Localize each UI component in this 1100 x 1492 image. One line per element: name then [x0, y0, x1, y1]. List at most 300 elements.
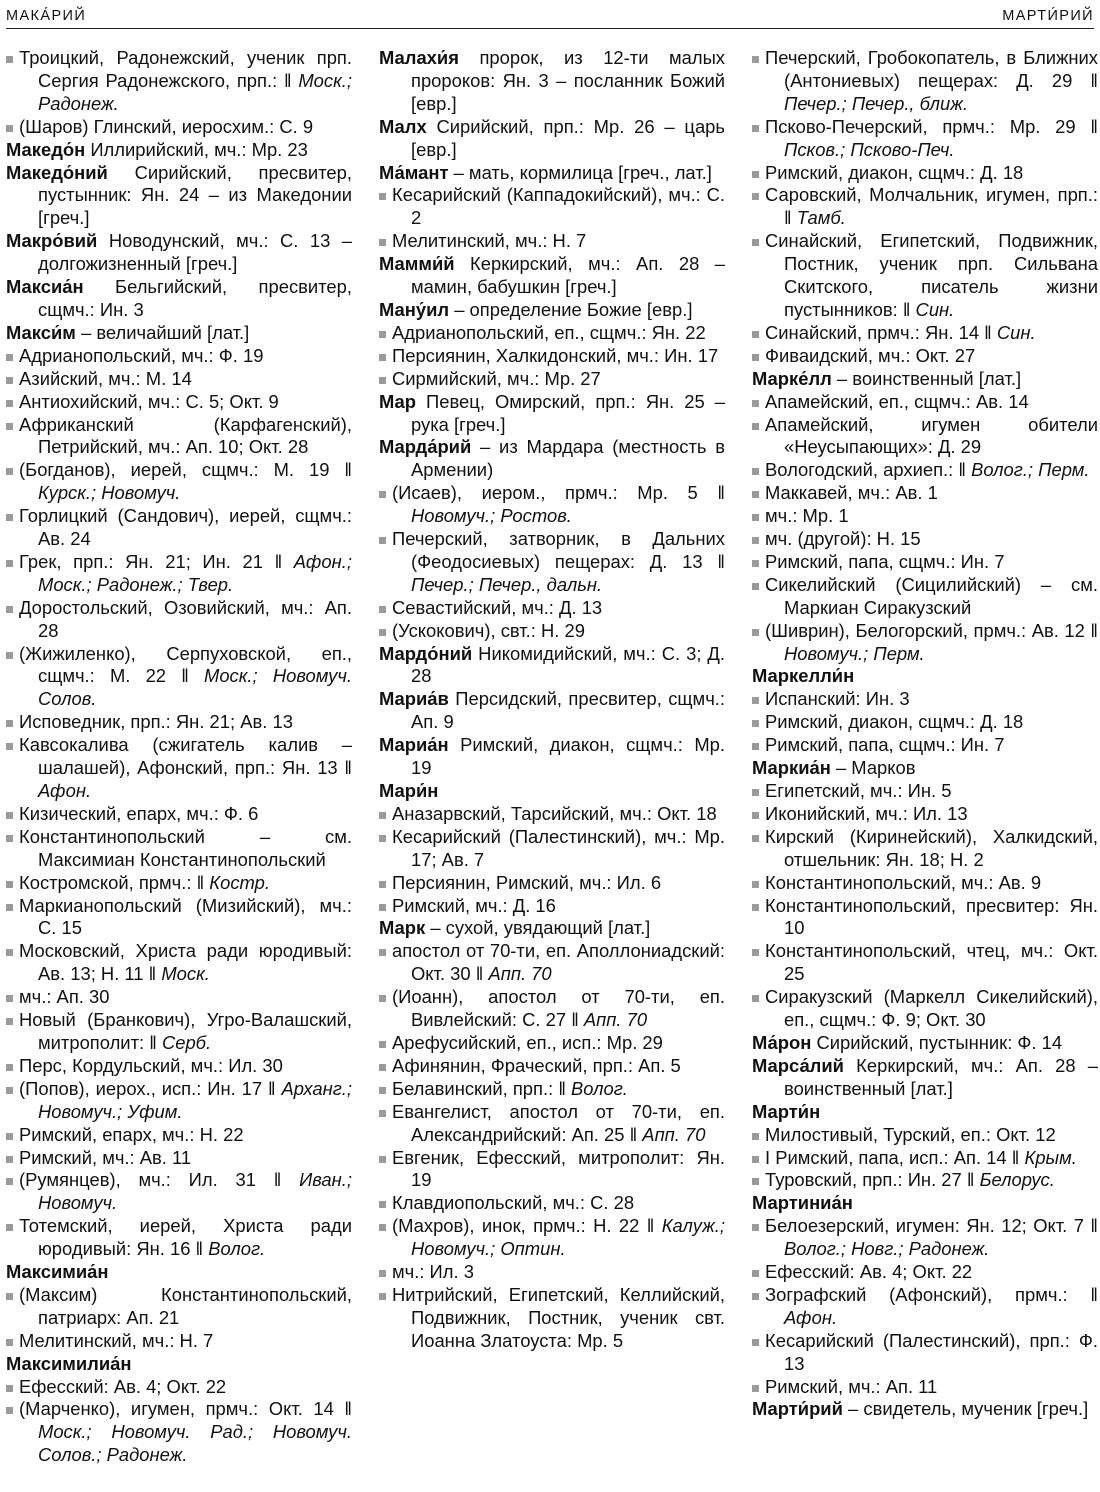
entry-text: Константинопольский, чтец, мч.: Окт. 25 — [765, 940, 1098, 985]
entry-text: – свидетель, мученик [греч.] — [842, 1398, 1089, 1420]
sub-entry — [752, 184, 1098, 230]
entry-text: Римский, мч.: Ав. 11 — [19, 1146, 192, 1168]
headword: Марти́рий — [752, 1398, 843, 1420]
bullet-marker — [752, 56, 759, 63]
entry-text: Никомидийский, мч.: С. 3; Д. 28 — [411, 642, 725, 687]
bullet-marker — [379, 1064, 386, 1071]
headword: Ма́рон — [752, 1031, 812, 1053]
sub-entry — [752, 1147, 1098, 1170]
entry-text: мч. (другой): Н. 15 — [765, 528, 921, 550]
entry-text: Маркианопольский (Мизийский), мч.: С. 15 — [19, 894, 352, 939]
entry-text: Певец, Омирский, прп.: Ян. 25 – рука [греч.] — [411, 390, 725, 435]
entry-text: Синайский, Египетский, Подвижник, Постник, ученик прп. Сильвана Скитского, писатель жизни пустынников: ‖ — [765, 230, 1098, 320]
entry-text: Апамейский, игумен обители «Неусыпающих»: Д. 29 — [765, 413, 1098, 458]
entry-text: Севастийский, мч.: Д. 13 — [392, 596, 603, 618]
sub-entry — [6, 391, 352, 414]
bullet-marker — [752, 1156, 759, 1163]
bullet-marker — [752, 881, 759, 888]
entry-text: Иллирийский, мч.: Мр. 23 — [85, 138, 308, 160]
bullet-marker — [752, 1178, 759, 1185]
entry-text: Римский, папа, сщмч.: Ин. 7 — [765, 734, 1005, 756]
sub-entry — [6, 803, 352, 826]
sub-entry — [6, 368, 352, 391]
entry-text: Евгеник, Ефесский, митрополит: Ян. 19 — [392, 1146, 725, 1191]
bullet-marker — [752, 904, 759, 911]
headword: Марти́н — [752, 1100, 821, 1122]
region-reference: Волог.; Новг.; Радонеж. — [784, 1238, 990, 1260]
entry-text: (Ускокович), свт.: Н. 29 — [392, 619, 585, 641]
sub-entry — [752, 162, 1098, 185]
headword-entry — [6, 322, 352, 345]
entry-text: Грек, прп.: Ян. 21; Ин. 21 ‖ — [19, 550, 294, 572]
bullet-marker — [752, 812, 759, 819]
headword: Македо́ний — [6, 161, 108, 183]
region-reference: Печер.; Печер., дальн. — [411, 573, 603, 595]
bullet-marker — [6, 1385, 13, 1392]
sub-entry — [752, 1261, 1098, 1284]
sub-entry — [379, 230, 725, 253]
bullet-marker — [6, 1224, 13, 1231]
region-reference: Печер.; Печер., ближ. — [784, 92, 968, 114]
entry-text: Кесарийский (Палестинский), мч.: Мр. 17; Ав. 7 — [392, 825, 725, 870]
entry-text: Мелитинский, мч.: Н. 7 — [19, 1329, 214, 1351]
entry-text: – из Мардара (местность в Армении) — [411, 436, 725, 481]
entry-text: Кизический, епарх, мч.: Ф. 6 — [19, 802, 259, 824]
bullet-marker — [379, 1270, 386, 1277]
entry-text: Испанский: Ин. 3 — [765, 688, 910, 710]
headword: Мариа́н — [379, 734, 449, 756]
sub-entry — [6, 986, 352, 1009]
headword-entry — [379, 162, 725, 185]
bullet-marker — [6, 881, 13, 888]
bullet-marker — [379, 331, 386, 338]
headword: Ману́ил — [379, 298, 450, 320]
headword-entry — [752, 1192, 1098, 1215]
entry-text: Римский, диакон, сщмч.: Д. 18 — [765, 711, 1024, 733]
entry-text: Кесарийский (Каппадокийский), мч.: С. 2 — [392, 184, 725, 229]
bullet-marker — [752, 743, 759, 750]
running-head-left: МАКА́РИЙ — [6, 8, 87, 24]
headword-entry — [379, 780, 725, 803]
bullet-marker — [752, 331, 759, 338]
entry-text: Белавинский, прп.: ‖ — [392, 1077, 572, 1099]
headword: Малх — [379, 115, 427, 137]
bullet-marker — [752, 400, 759, 407]
entry-text: – мать, кормилица [греч., лат.] — [448, 161, 712, 183]
bullet-marker — [379, 1041, 386, 1048]
sub-entry — [752, 528, 1098, 551]
entry-text: Печерский, затворник, в Дальних (Феодосиевых) пещерах: Д. 13 ‖ — [392, 528, 725, 572]
sub-entry — [379, 1055, 725, 1078]
entry-text: Сикелийский (Сицилийский) – см. Маркиан Сиракузский — [765, 573, 1098, 618]
region-reference: Син. — [915, 298, 955, 320]
bullet-marker — [6, 835, 13, 842]
entry-text: Перс, Кордульский, мч.: Ил. 30 — [19, 1054, 283, 1076]
region-reference: Моск. — [161, 963, 210, 985]
sub-entry — [752, 688, 1098, 711]
entry-text: Ефесский: Ав. 4; Окт. 22 — [765, 1261, 973, 1283]
sub-entry — [752, 47, 1098, 116]
bullet-marker — [752, 537, 759, 544]
entry-text: Саровский, Молчальник, игумен, прп.: ‖ — [765, 184, 1098, 229]
entry-text: пророк, из 12-ти малых пророков: Ян. 3 – посланник Божий [евр.] — [411, 47, 725, 114]
bullet-marker — [379, 1224, 386, 1231]
sub-entry — [752, 734, 1098, 757]
entry-text: (Шаров) Глинский, иеросхим.: С. 9 — [19, 115, 314, 137]
region-reference: Апп. 70 — [488, 963, 552, 985]
entry-text: Иконийский, мч.: Ил. 13 — [765, 802, 968, 824]
entry-text: Новый (Бранкович), Угро-Валашский, митрополит: ‖ — [19, 1009, 352, 1053]
bullet-marker — [6, 1133, 13, 1140]
bullet-marker — [6, 812, 13, 819]
bullet-marker — [379, 835, 386, 842]
sub-entry — [752, 116, 1098, 162]
entry-text: (Махров), инок, прмч.: Н. 22 ‖ — [392, 1215, 662, 1237]
entry-text: – Марков — [830, 757, 916, 779]
entry-text: Зографский (Афонский), прмч.: ‖ — [765, 1283, 1098, 1305]
sub-entry — [6, 1376, 352, 1399]
entry-text: Фиваидский, мч.: Окт. 27 — [765, 344, 976, 366]
entry-text: Вологодский, архиеп.: ‖ — [765, 459, 972, 481]
sub-entry — [6, 1078, 352, 1124]
bullet-marker — [379, 354, 386, 361]
sub-entry — [379, 1078, 725, 1101]
bullet-marker — [752, 697, 759, 704]
entry-text: Персиянин, Римский, мч.: Ил. 6 — [392, 871, 662, 893]
entry-text: Афинянин, Фраческий, прп.: Ап. 5 — [392, 1054, 681, 1076]
entry-text: Кавсокалива (сжигатель калив – шалашей), Афонский, прп.: Ян. 13 ‖ — [19, 734, 352, 779]
entry-text: Тотемский, иерей, Христа ради юродивый: Ян. 16 ‖ — [19, 1215, 352, 1260]
sub-entry — [6, 1284, 352, 1330]
bullet-marker — [6, 354, 13, 361]
headword-entry — [6, 1353, 352, 1376]
region-reference: Апп. 70 — [642, 1123, 706, 1145]
entry-text: Сирийский, пустынник: Ф. 14 — [811, 1031, 1063, 1053]
entry-text: Аназарвский, Тарсийский, мч.: Окт. 18 — [392, 802, 717, 824]
bullet-marker — [379, 537, 386, 544]
column-3 — [752, 47, 1098, 1421]
entry-text: (Богданов), иерей, сщмч.: М. 19 ‖ — [19, 459, 352, 481]
sub-entry — [379, 620, 725, 643]
sub-entry — [752, 986, 1098, 1032]
bullet-marker — [6, 514, 13, 521]
entry-text: Адрианопольский, мч.: Ф. 19 — [19, 344, 264, 366]
region-reference: Моск.; Новомуч. Рад.; Новомуч. Солов.; Радонеж. — [38, 1421, 352, 1466]
sub-entry — [752, 482, 1098, 505]
sub-entry — [752, 872, 1098, 895]
sub-entry — [379, 1215, 725, 1261]
sub-entry — [379, 345, 725, 368]
bullet-marker — [379, 1156, 386, 1163]
sub-entry — [379, 184, 725, 230]
region-reference: Афон. — [784, 1306, 838, 1328]
headword-entry — [752, 665, 1098, 688]
region-reference: Калуж.; Новомуч.; Оптин. — [411, 1215, 725, 1260]
bullet-marker — [379, 1293, 386, 1300]
entry-text: Псково-Печерский, прмч.: Мр. 29 ‖ — [765, 115, 1098, 137]
bullet-marker — [6, 904, 13, 911]
headword-entry — [6, 230, 352, 276]
sub-entry — [379, 1101, 725, 1147]
bullet-marker — [752, 491, 759, 498]
region-reference: Волог. — [208, 1238, 266, 1260]
entry-text: Керкирский, мч.: Ап. 28 – мамин, бабушкин [греч.] — [411, 253, 725, 298]
entry-text: Африканский (Карфагенский), Петрийский, мч.: Ап. 10; Окт. 28 — [19, 413, 352, 458]
column-1 — [6, 47, 352, 1467]
region-reference: Новомуч.; Ростов. — [411, 505, 572, 527]
headword-entry — [752, 1101, 1098, 1124]
entry-text: – воинственный [лат.] — [831, 367, 1022, 389]
sub-entry — [6, 643, 352, 712]
entry-text: Адрианопольский, еп., сщмч.: Ян. 22 — [392, 321, 706, 343]
sub-entry — [752, 826, 1098, 872]
bullet-marker — [752, 720, 759, 727]
region-reference: Крым. — [1024, 1146, 1077, 1168]
sub-entry — [752, 780, 1098, 803]
region-reference: Костр. — [209, 871, 270, 893]
sub-entry — [752, 895, 1098, 941]
running-header — [6, 2, 1094, 29]
entry-text: Сиракузский (Маркелл Сикелийский), еп., сщмч.: Ф. 9; Окт. 30 — [765, 986, 1098, 1031]
headword: Мари́н — [379, 780, 439, 801]
bullet-marker — [6, 720, 13, 727]
bullet-marker — [379, 949, 386, 956]
bullet-marker — [752, 125, 759, 132]
region-reference: Тамб. — [796, 207, 846, 229]
bullet-marker — [6, 1018, 13, 1025]
region-reference: Волог.; Перм. — [971, 459, 1090, 481]
headword-entry — [379, 299, 725, 322]
entry-text: мч.: Ап. 30 — [19, 986, 110, 1008]
sub-entry — [379, 1192, 725, 1215]
entry-text: Римский, папа, сщмч.: Ин. 7 — [765, 550, 1005, 572]
entry-text: Костромской, прмч.: ‖ — [19, 871, 210, 893]
entry-text: I Римский, папа, исп.: Ап. 14 ‖ — [765, 1146, 1025, 1168]
bullet-marker — [752, 1385, 759, 1392]
entry-text: Константинопольский – см. Максимиан Константинопольский — [19, 825, 352, 870]
region-reference: Апп. 70 — [583, 1009, 648, 1031]
sub-entry — [379, 482, 725, 528]
sub-entry — [752, 1376, 1098, 1399]
region-reference: Арханг.; Новомуч.; Уфим. — [38, 1077, 352, 1122]
entry-text: Персиянин, Халкидонский, мч.: Ин. 17 — [392, 344, 719, 366]
sub-entry — [379, 1147, 725, 1193]
headword: Макси́м — [6, 321, 76, 343]
headword-entry — [752, 1398, 1098, 1421]
region-reference: Псков.; Псково-Печ. — [784, 138, 955, 160]
bullet-marker — [752, 949, 759, 956]
bullet-marker — [379, 606, 386, 613]
sub-entry — [752, 230, 1098, 322]
sub-entry — [752, 1124, 1098, 1147]
bullet-marker — [6, 1087, 13, 1094]
headword: Максимиа́н — [6, 1261, 109, 1283]
column-2 — [379, 47, 725, 1353]
entry-text: Горлицкий (Сандович), иерей, сщмч.: Ав. 24 — [19, 505, 352, 550]
entry-text: Азийский, мч.: М. 14 — [19, 367, 192, 389]
bullet-marker — [6, 125, 13, 132]
entry-text: Нитрийский, Египетский, Келлийский, Подвижник, Постник, ученик свт. Иоанна Златоуста: Мр. 5 — [392, 1283, 725, 1351]
entry-text: Апамейский, еп., сщмч.: Ав. 14 — [765, 390, 1029, 412]
running-head-right: МАРТИ́РИЙ — [1002, 8, 1094, 24]
sub-entry — [752, 322, 1098, 345]
bullet-marker — [379, 239, 386, 246]
entry-text: (Марченко), игумен, прмч.: Окт. 14 ‖ — [19, 1398, 352, 1420]
sub-entry — [6, 734, 352, 803]
region-reference: Афон. — [38, 780, 92, 801]
bullet-marker — [379, 812, 386, 819]
bullet-marker — [6, 743, 13, 750]
entry-text: (Иоанн), апостол от 70-ти, еп. Вивлейский: С. 27 ‖ — [392, 986, 725, 1031]
entry-text: Константинопольский, пресвитер: Ян. 10 — [765, 894, 1098, 939]
sub-entry — [379, 1261, 725, 1284]
entry-text: Сирмийский, мч.: Мр. 27 — [392, 367, 601, 389]
sub-entry — [379, 322, 725, 345]
bullet-marker — [752, 423, 759, 430]
headword: Мариа́в — [379, 688, 449, 710]
bullet-marker — [6, 1178, 13, 1185]
entry-text: Антиохийский, мч.: С. 5; Окт. 9 — [19, 390, 279, 412]
headword: Маркиа́н — [752, 757, 831, 779]
headword-entry — [6, 139, 352, 162]
headword: Максиа́н — [6, 276, 84, 298]
sub-entry — [379, 528, 725, 597]
headword-entry — [379, 643, 725, 689]
headword: Мартиниа́н — [752, 1192, 853, 1214]
entry-text: Бельгийский, пресвитер, сщмч.: Ин. 3 — [38, 276, 352, 320]
bullet-marker — [379, 881, 386, 888]
region-reference: Син. — [996, 321, 1036, 343]
entry-text: Арефусийский, еп., исп.: Мр. 29 — [392, 1031, 663, 1053]
headword-entry — [379, 253, 725, 299]
entry-text: Новодунский, мч.: С. 13 – долгожизненный [греч.] — [38, 230, 352, 275]
bullet-marker — [379, 1087, 386, 1094]
headword: Маркелли́н — [752, 665, 855, 687]
entry-text: – величайший [лат.] — [75, 321, 250, 343]
entry-text: Римский, епарх, мч.: Н. 22 — [19, 1123, 244, 1145]
headword: Марк — [379, 917, 426, 939]
entry-text: Милостивый, Турский, еп.: Окт. 12 — [765, 1123, 1056, 1145]
entry-text: Сирийский, пресвитер, пустынник: Ян. 24 – из Македонии [греч.] — [38, 161, 352, 229]
bullet-marker — [6, 1064, 13, 1071]
sub-entry — [6, 1055, 352, 1078]
bullet-marker — [6, 56, 13, 63]
sub-entry — [6, 116, 352, 139]
sub-entry — [752, 414, 1098, 460]
sub-entry — [6, 459, 352, 505]
region-reference: Иван.; Новомуч. — [38, 1169, 352, 1214]
entry-text: – определение Божие [евр.] — [449, 298, 693, 320]
bullet-marker — [379, 491, 386, 498]
headword-entry — [379, 47, 725, 116]
entry-text: мч.: Мр. 1 — [765, 505, 849, 527]
sub-entry — [379, 1032, 725, 1055]
headword: Мар — [379, 390, 417, 412]
bullet-marker — [6, 995, 13, 1002]
sub-entry — [6, 1147, 352, 1170]
bullet-marker — [752, 468, 759, 475]
sub-entry — [6, 551, 352, 597]
bullet-marker — [6, 1293, 13, 1300]
headword-entry — [752, 757, 1098, 780]
entry-text: Московский, Христа ради юродивый: Ав. 13; Н. 11 ‖ — [19, 940, 352, 985]
sub-entry — [752, 391, 1098, 414]
sub-entry — [752, 551, 1098, 574]
bullet-marker — [379, 1201, 386, 1208]
bullet-marker — [379, 1110, 386, 1117]
sub-entry — [752, 1330, 1098, 1376]
headword: Мардо́ний — [379, 642, 473, 664]
bullet-marker — [752, 789, 759, 796]
entry-text: Римский, диакон, сщмч.: Мр. 19 — [411, 734, 725, 779]
region-reference: Афон.; Моск.; Радонеж.; Твер. — [38, 550, 352, 595]
sub-entry — [752, 505, 1098, 528]
bullet-marker — [752, 835, 759, 842]
entry-text: Римский, диакон, сщмч.: Д. 18 — [765, 161, 1024, 183]
headword: Марса́лий — [752, 1054, 844, 1076]
bullet-marker — [6, 1407, 13, 1414]
bullet-marker — [752, 514, 759, 521]
entry-text: Римский, мч.: Д. 16 — [392, 894, 556, 916]
entry-text: Троицкий, Радонежский, ученик прп. Сергия Радонежского, прп.: ‖ — [19, 47, 352, 91]
headword-entry — [379, 917, 725, 940]
bullet-marker — [752, 354, 759, 361]
bullet-marker — [379, 377, 386, 384]
headword-entry — [752, 1032, 1098, 1055]
bullet-marker — [752, 1224, 759, 1231]
entry-text: (Исаев), иером., прмч.: Мр. 5 ‖ — [392, 482, 725, 504]
bullet-marker — [6, 560, 13, 567]
sub-entry — [6, 1169, 352, 1215]
entry-text: апостол от 70-ти, еп. Аполлониадский: Окт. 30 ‖ — [392, 940, 725, 985]
bullet-marker — [6, 423, 13, 430]
region-reference: Серб. — [161, 1031, 212, 1053]
sub-entry — [6, 826, 352, 872]
headword: Марда́рий — [379, 436, 472, 458]
sub-entry — [752, 803, 1098, 826]
entry-text: Печерский, Гробокопатель, в Ближних (Антониевых) пещерах: Д. 29 ‖ — [765, 47, 1098, 91]
bullet-marker — [752, 1133, 759, 1140]
sub-entry — [752, 940, 1098, 986]
headword-entry — [752, 1055, 1098, 1101]
sub-entry — [752, 1215, 1098, 1261]
sub-entry — [752, 574, 1098, 620]
bullet-marker — [379, 904, 386, 911]
bullet-marker — [752, 193, 759, 200]
bullet-marker — [6, 1156, 13, 1163]
entry-text: Ефесский: Ав. 4; Окт. 22 — [19, 1375, 227, 1397]
sub-entry — [379, 368, 725, 391]
sub-entry — [752, 620, 1098, 666]
bullet-marker — [379, 193, 386, 200]
bullet-marker — [752, 629, 759, 636]
headword: Марке́лл — [752, 367, 832, 389]
region-reference: Курск.; Новомуч. — [38, 482, 181, 504]
region-reference: Моск.; Новомуч. Солов. — [38, 665, 352, 710]
headword: Македо́н — [6, 138, 86, 160]
sub-entry — [379, 1284, 725, 1353]
headword-entry — [6, 276, 352, 322]
sub-entry — [6, 505, 352, 551]
headword: Ма́мант — [379, 161, 449, 183]
bullet-marker — [379, 995, 386, 1002]
sub-entry — [752, 345, 1098, 368]
headword-entry — [6, 1261, 352, 1284]
bullet-marker — [379, 629, 386, 636]
sub-entry — [379, 940, 725, 986]
headword: Максимилиа́н — [6, 1352, 132, 1374]
region-reference: Моск.; Радонеж. — [38, 69, 352, 114]
